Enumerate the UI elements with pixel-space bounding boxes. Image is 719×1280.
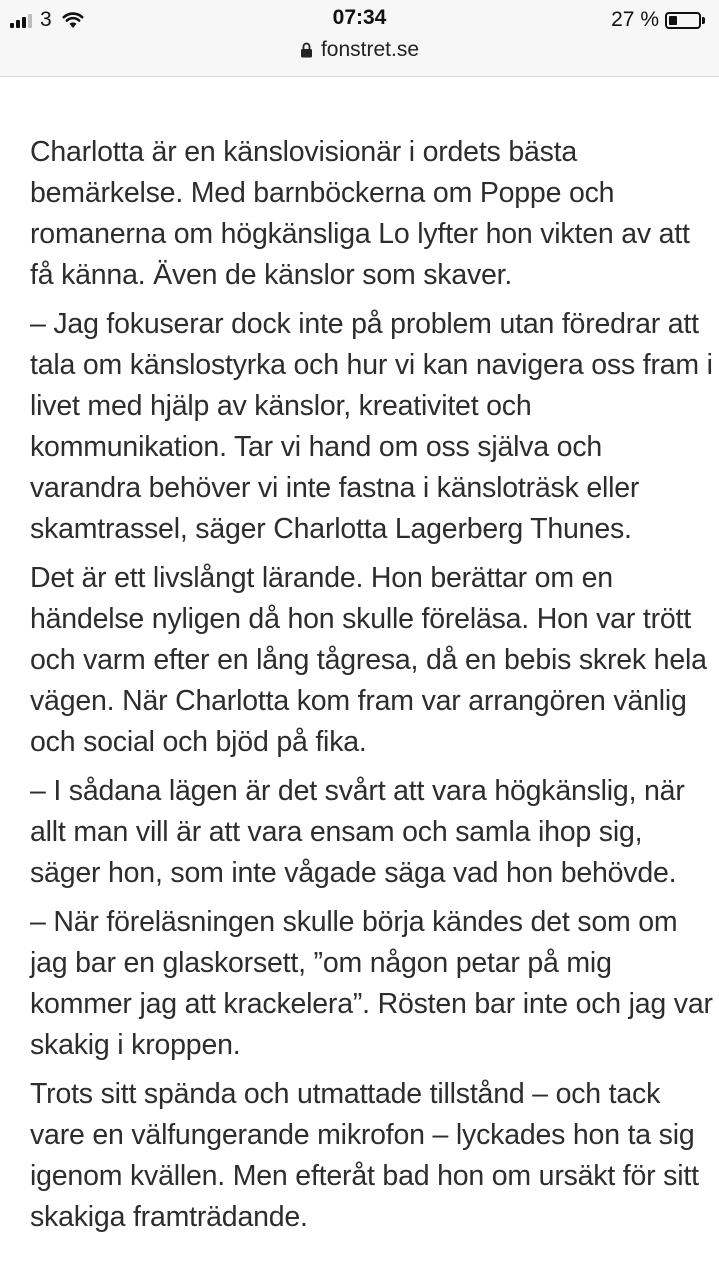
status-right [611,8,705,32]
address-bar[interactable] [0,38,719,62]
status-bar [0,0,719,77]
article-paragraph: – När föreläsningen skulle börja kändes det som om jag bar en glaskorsett, ”om någon petar på mig kommer jag att krackelera”. Rösten bar inte och jag var skakig i kroppen. [30,906,713,1061]
article-paragraph: Trots sitt spända och utmattade tillstånd – och tack vare en välfungerande mikrofon – lyckades hon ta sig igenom kvällen. Men efteråt bad hon om ursäkt för sitt skakiga framträdande. [30,1078,699,1233]
carrier-label: 3 [40,8,52,31]
lock-icon [300,42,313,58]
battery-nub [702,17,705,24]
article-paragraph: – Jag fokuserar dock inte på problem utan föredrar att tala om känslostyrka och hur vi kan navigera oss fram i livet med hjälp av känslor, kreativitet och kommunikation. Tar vi hand om oss själva och varandra behöver vi inte fastna i känsloträsk eller skamtrassel, säger Charlotta Lagerberg Thunes. [30,308,713,545]
battery-percent: 27 % [611,8,659,31]
status-time: 07:34 [332,6,387,29]
article-paragraph: Det är ett livslångt lärande. Hon berättar om en händelse nyligen då hon skulle föreläsa. Hon var trött och varm efter en lång tågresa, då en bebis skrek hela vägen. När Charlotta kom fram var arrangören vänlig och social och bjöd på fika. [30,562,707,758]
url-text[interactable]: fonstret.se [320,38,420,61]
battery-fill [669,16,677,25]
battery-icon [665,12,701,29]
article-paragraph: Charlotta är en känslovisionär i ordets bästa bemärkelse. Med barnböckerna om Poppe och romanerna om högkänsliga Lo lyfter hon vikten av att få känna. Även de känslor som skaver. [30,136,690,291]
article-paragraph: – I sådana lägen är det svårt att vara högkänslig, när allt man vill är att vara ensam och samla ihop sig, säger hon, som inte vågade säga vad hon behövde. [30,775,685,889]
article-body [30,132,719,1246]
